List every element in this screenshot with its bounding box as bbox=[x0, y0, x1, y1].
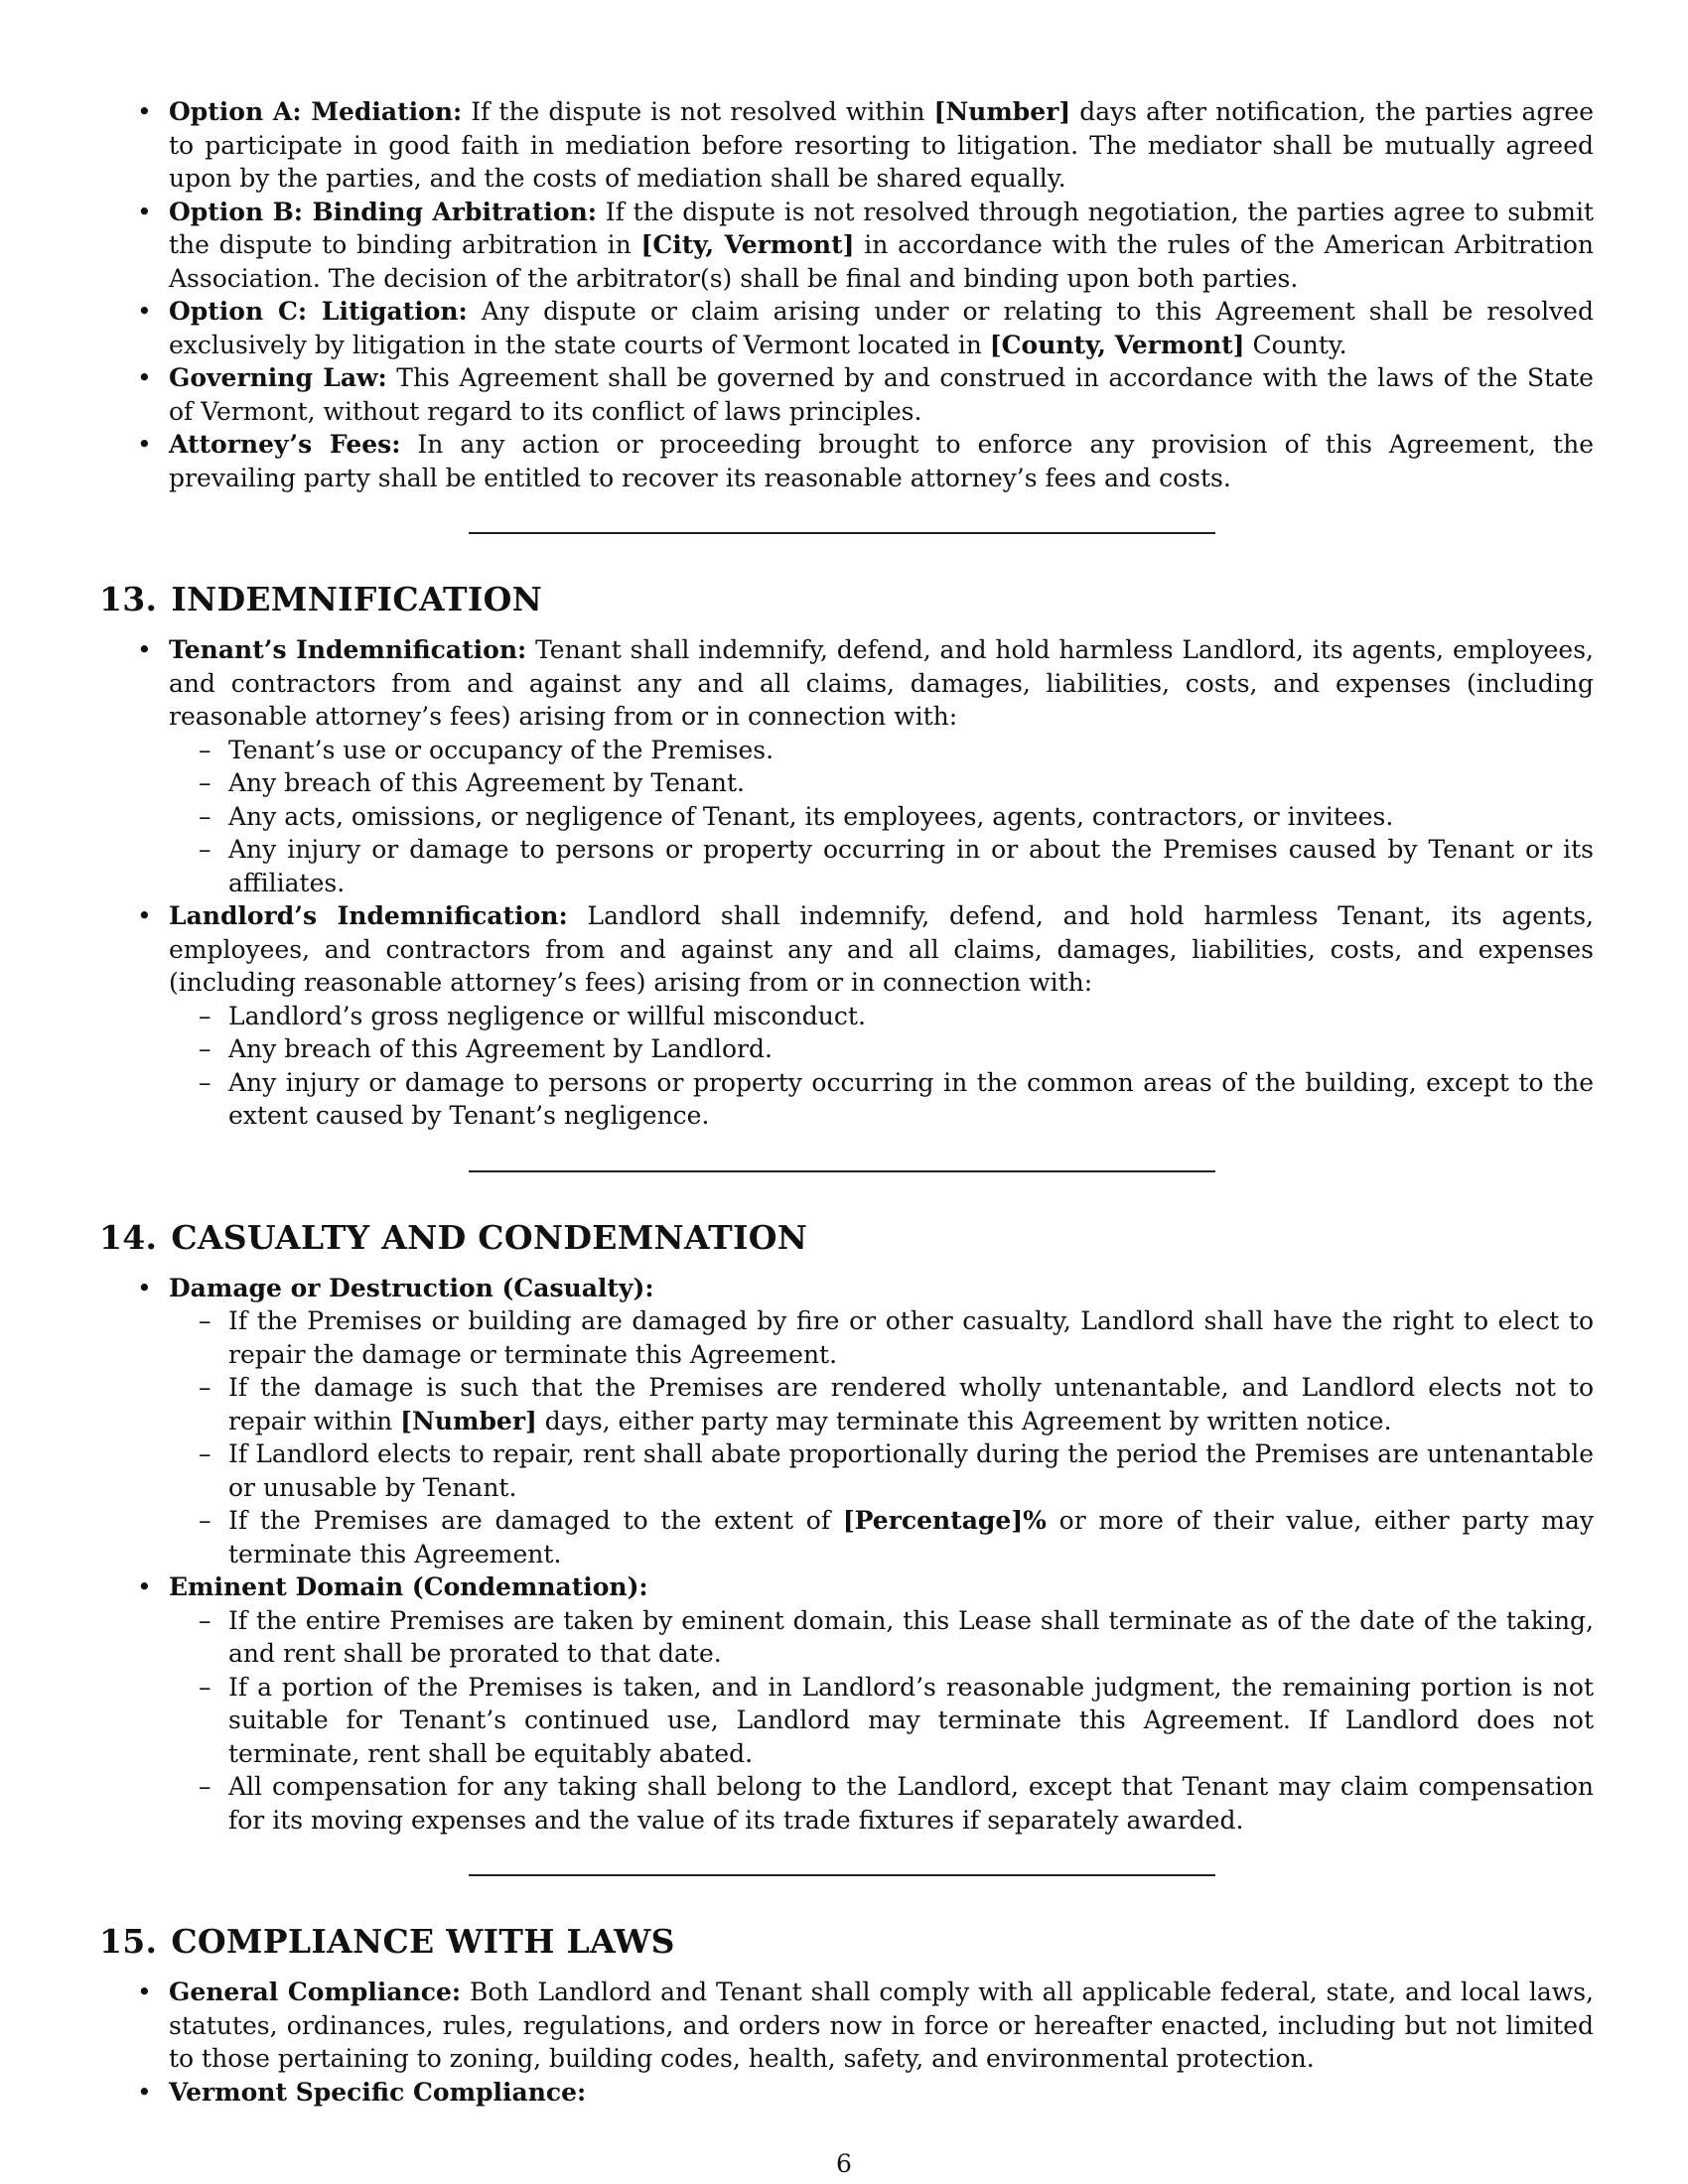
item-text: This Agreement shall be governed by and construed in accordance with the laws of the State of Vermont, without regard to its conflict of laws principles. bbox=[169, 363, 1594, 426]
sub-list-item bbox=[169, 1504, 1594, 1570]
sub-list-item bbox=[169, 1371, 1594, 1437]
sub-list-item: – All compensation for any taking shall belong to the Landlord, except that Tenant may claim compensation for its moving expenses and the value of its trade fixtures if separately awarded. bbox=[169, 1770, 1594, 1837]
list-item bbox=[99, 428, 1594, 494]
item-text: Tenant shall indemnify, defend, and hold harmless Landlord, its agents, employees, and contractors from and against any and all claims, damages, liabilities, costs, and expenses (including reasonable attorney’s fees) arising from or in connection with: bbox=[169, 635, 1594, 731]
section-title: COMPLIANCE WITH LAWS bbox=[171, 1922, 675, 1961]
item-label: General Compliance: bbox=[169, 1978, 462, 2006]
section-divider bbox=[469, 1874, 1215, 1876]
section-heading-14 bbox=[99, 1218, 1594, 1258]
sub-list-item: – Any injury or damage to persons or property occurring in the common areas of the building, except to the extent caused by Tenant’s negligence. bbox=[169, 1066, 1594, 1133]
list-item bbox=[99, 196, 1594, 296]
item-text: days, either party may terminate this Agreement by written notice. bbox=[536, 1406, 1392, 1435]
section-number: 14. bbox=[99, 1217, 158, 1257]
item-text: If the dispute is not resolved within bbox=[462, 97, 934, 126]
casualty-list bbox=[99, 1272, 1594, 1838]
sub-list-item: – Any breach of this Agreement by Tenant. bbox=[169, 766, 1594, 800]
sub-list-item: – If the Premises or building are damaged by fire or other casualty, Landlord shall have the right to elect to repair the damage or terminate this Agreement. bbox=[169, 1304, 1594, 1371]
item-label: Vermont Specific Compliance: bbox=[169, 2077, 587, 2107]
item-text: Any dispute or claim arising under or relating to this Agreement shall be resolved exclusively by litigation in the state courts of Vermont located in bbox=[169, 297, 1594, 359]
compliance-list bbox=[99, 1976, 1594, 2109]
item-label: Eminent Domain (Condemnation): bbox=[169, 1572, 648, 1601]
section-heading-15 bbox=[99, 1922, 1594, 1962]
section-heading-13 bbox=[99, 580, 1594, 619]
list-item bbox=[99, 95, 1594, 196]
section-divider bbox=[469, 1170, 1215, 1172]
item-text: in accordance with the rules of the American Arbitration Association. The decision of the arbitrator(s) shall be final and binding upon both parties. bbox=[169, 230, 1594, 293]
item-text: Both Landlord and Tenant shall comply with all applicable federal, state, and local laws, statutes, ordinances, rules, regulations, and orders now in force or hereafter enacted, including but not limited to those pertaining to zoning, building codes, health, safety, and environmental protection. bbox=[169, 1978, 1595, 2073]
item-label: Landlord’s Indemnification: bbox=[169, 901, 568, 930]
sub-list bbox=[169, 734, 1594, 900]
placeholder-field: [Percentage]% bbox=[842, 1506, 1047, 1535]
section-number: 13. bbox=[99, 580, 158, 618]
sub-list-item: – If Landlord elects to repair, rent shall abate proportionally during the period the Premises are untenantable or unusable by Tenant. bbox=[169, 1437, 1594, 1504]
item-text: If the dispute is not resolved through negotiation, the parties agree to submit the dispute to binding arbitration in bbox=[169, 197, 1594, 259]
item-label: Option B: Binding Arbitration: bbox=[169, 197, 597, 226]
page-number: 6 bbox=[836, 2149, 852, 2178]
item-text: In any action or proceeding brought to enforce any provision of this Agreement, the prevailing party shall be entitled to recover its reasonable attorney’s fees and costs. bbox=[169, 430, 1594, 492]
sub-list-item: – Any acts, omissions, or negligence of Tenant, its employees, agents, contractors, or invitees. bbox=[169, 800, 1594, 834]
item-label: Option C: Litigation: bbox=[169, 297, 468, 326]
dispute-resolution-list bbox=[99, 95, 1594, 494]
section-number: 15. bbox=[99, 1922, 158, 1961]
item-label: Option A: Mediation: bbox=[169, 97, 463, 126]
section-divider bbox=[469, 532, 1215, 534]
list-item bbox=[99, 2076, 1594, 2110]
sub-list bbox=[169, 1000, 1594, 1133]
sub-list-item: – If a portion of the Premises is taken, and in Landlord’s reasonable judgment, the remaining portion is not suitable for Tenant’s continued use, Landlord may terminate this Agreement. If Landlord does not terminate, rent shall be equitably abated. bbox=[169, 1671, 1594, 1771]
list-item bbox=[99, 361, 1594, 428]
item-label: Tenant’s Indemnification: bbox=[169, 635, 527, 664]
placeholder-field: [Number] bbox=[933, 97, 1071, 126]
sub-list bbox=[169, 1304, 1594, 1570]
item-text: If the damage is such that the Premises are rendered wholly untenantable, and Landlord elects not to repair within bbox=[228, 1373, 1594, 1435]
item-text: Landlord shall indemnify, defend, and hold harmless Tenant, its agents, employees, and contractors from and against any and all claims, damages, liabilities, costs, and expenses (including reasonable attorney’s fees) arising from or in connection with: bbox=[169, 901, 1595, 997]
indemnification-list bbox=[99, 633, 1594, 1133]
sub-list-item: – If the entire Premises are taken by eminent domain, this Lease shall terminate as of the date of the taking, and rent shall be prorated to that date. bbox=[169, 1604, 1594, 1671]
placeholder-field: [City, Vermont] bbox=[640, 230, 855, 259]
item-label: Damage or Destruction (Casualty): bbox=[169, 1273, 654, 1302]
section-title: INDEMNIFICATION bbox=[171, 580, 543, 618]
list-item bbox=[99, 1272, 1594, 1571]
item-label: Attorney’s Fees: bbox=[169, 430, 401, 459]
section-title: CASUALTY AND CONDEMNATION bbox=[171, 1217, 808, 1257]
sub-list-item: – Tenant’s use or occupancy of the Premises. bbox=[169, 734, 1594, 767]
placeholder-field: [Number] bbox=[400, 1406, 537, 1435]
page-content bbox=[99, 95, 1594, 2109]
list-item bbox=[99, 899, 1594, 1133]
item-label: Governing Law: bbox=[169, 363, 387, 392]
list-item bbox=[99, 633, 1594, 899]
item-text: If the Premises are damaged to the extent of bbox=[228, 1506, 843, 1535]
item-text: County. bbox=[1244, 330, 1347, 359]
sub-list-item: – Landlord’s gross negligence or willful misconduct. bbox=[169, 1000, 1594, 1033]
item-text: days after notification, the parties agree to participate in good faith in mediation before resorting to litigation. The mediator shall be mutually agreed upon by the parties, and the costs of mediation shall be shared equally. bbox=[169, 97, 1594, 193]
sub-list-item: – Any injury or damage to persons or property occurring in or about the Premises caused by Tenant or its affiliates. bbox=[169, 833, 1594, 899]
list-item bbox=[99, 295, 1594, 361]
item-text: or more of their value, either party may terminate this Agreement. bbox=[228, 1506, 1594, 1569]
list-item bbox=[99, 1570, 1594, 1837]
sub-list-item: – Any breach of this Agreement by Landlord. bbox=[169, 1032, 1594, 1066]
placeholder-field: [County, Vermont] bbox=[989, 330, 1245, 359]
sub-list bbox=[169, 1604, 1594, 1838]
list-item bbox=[99, 1976, 1594, 2076]
